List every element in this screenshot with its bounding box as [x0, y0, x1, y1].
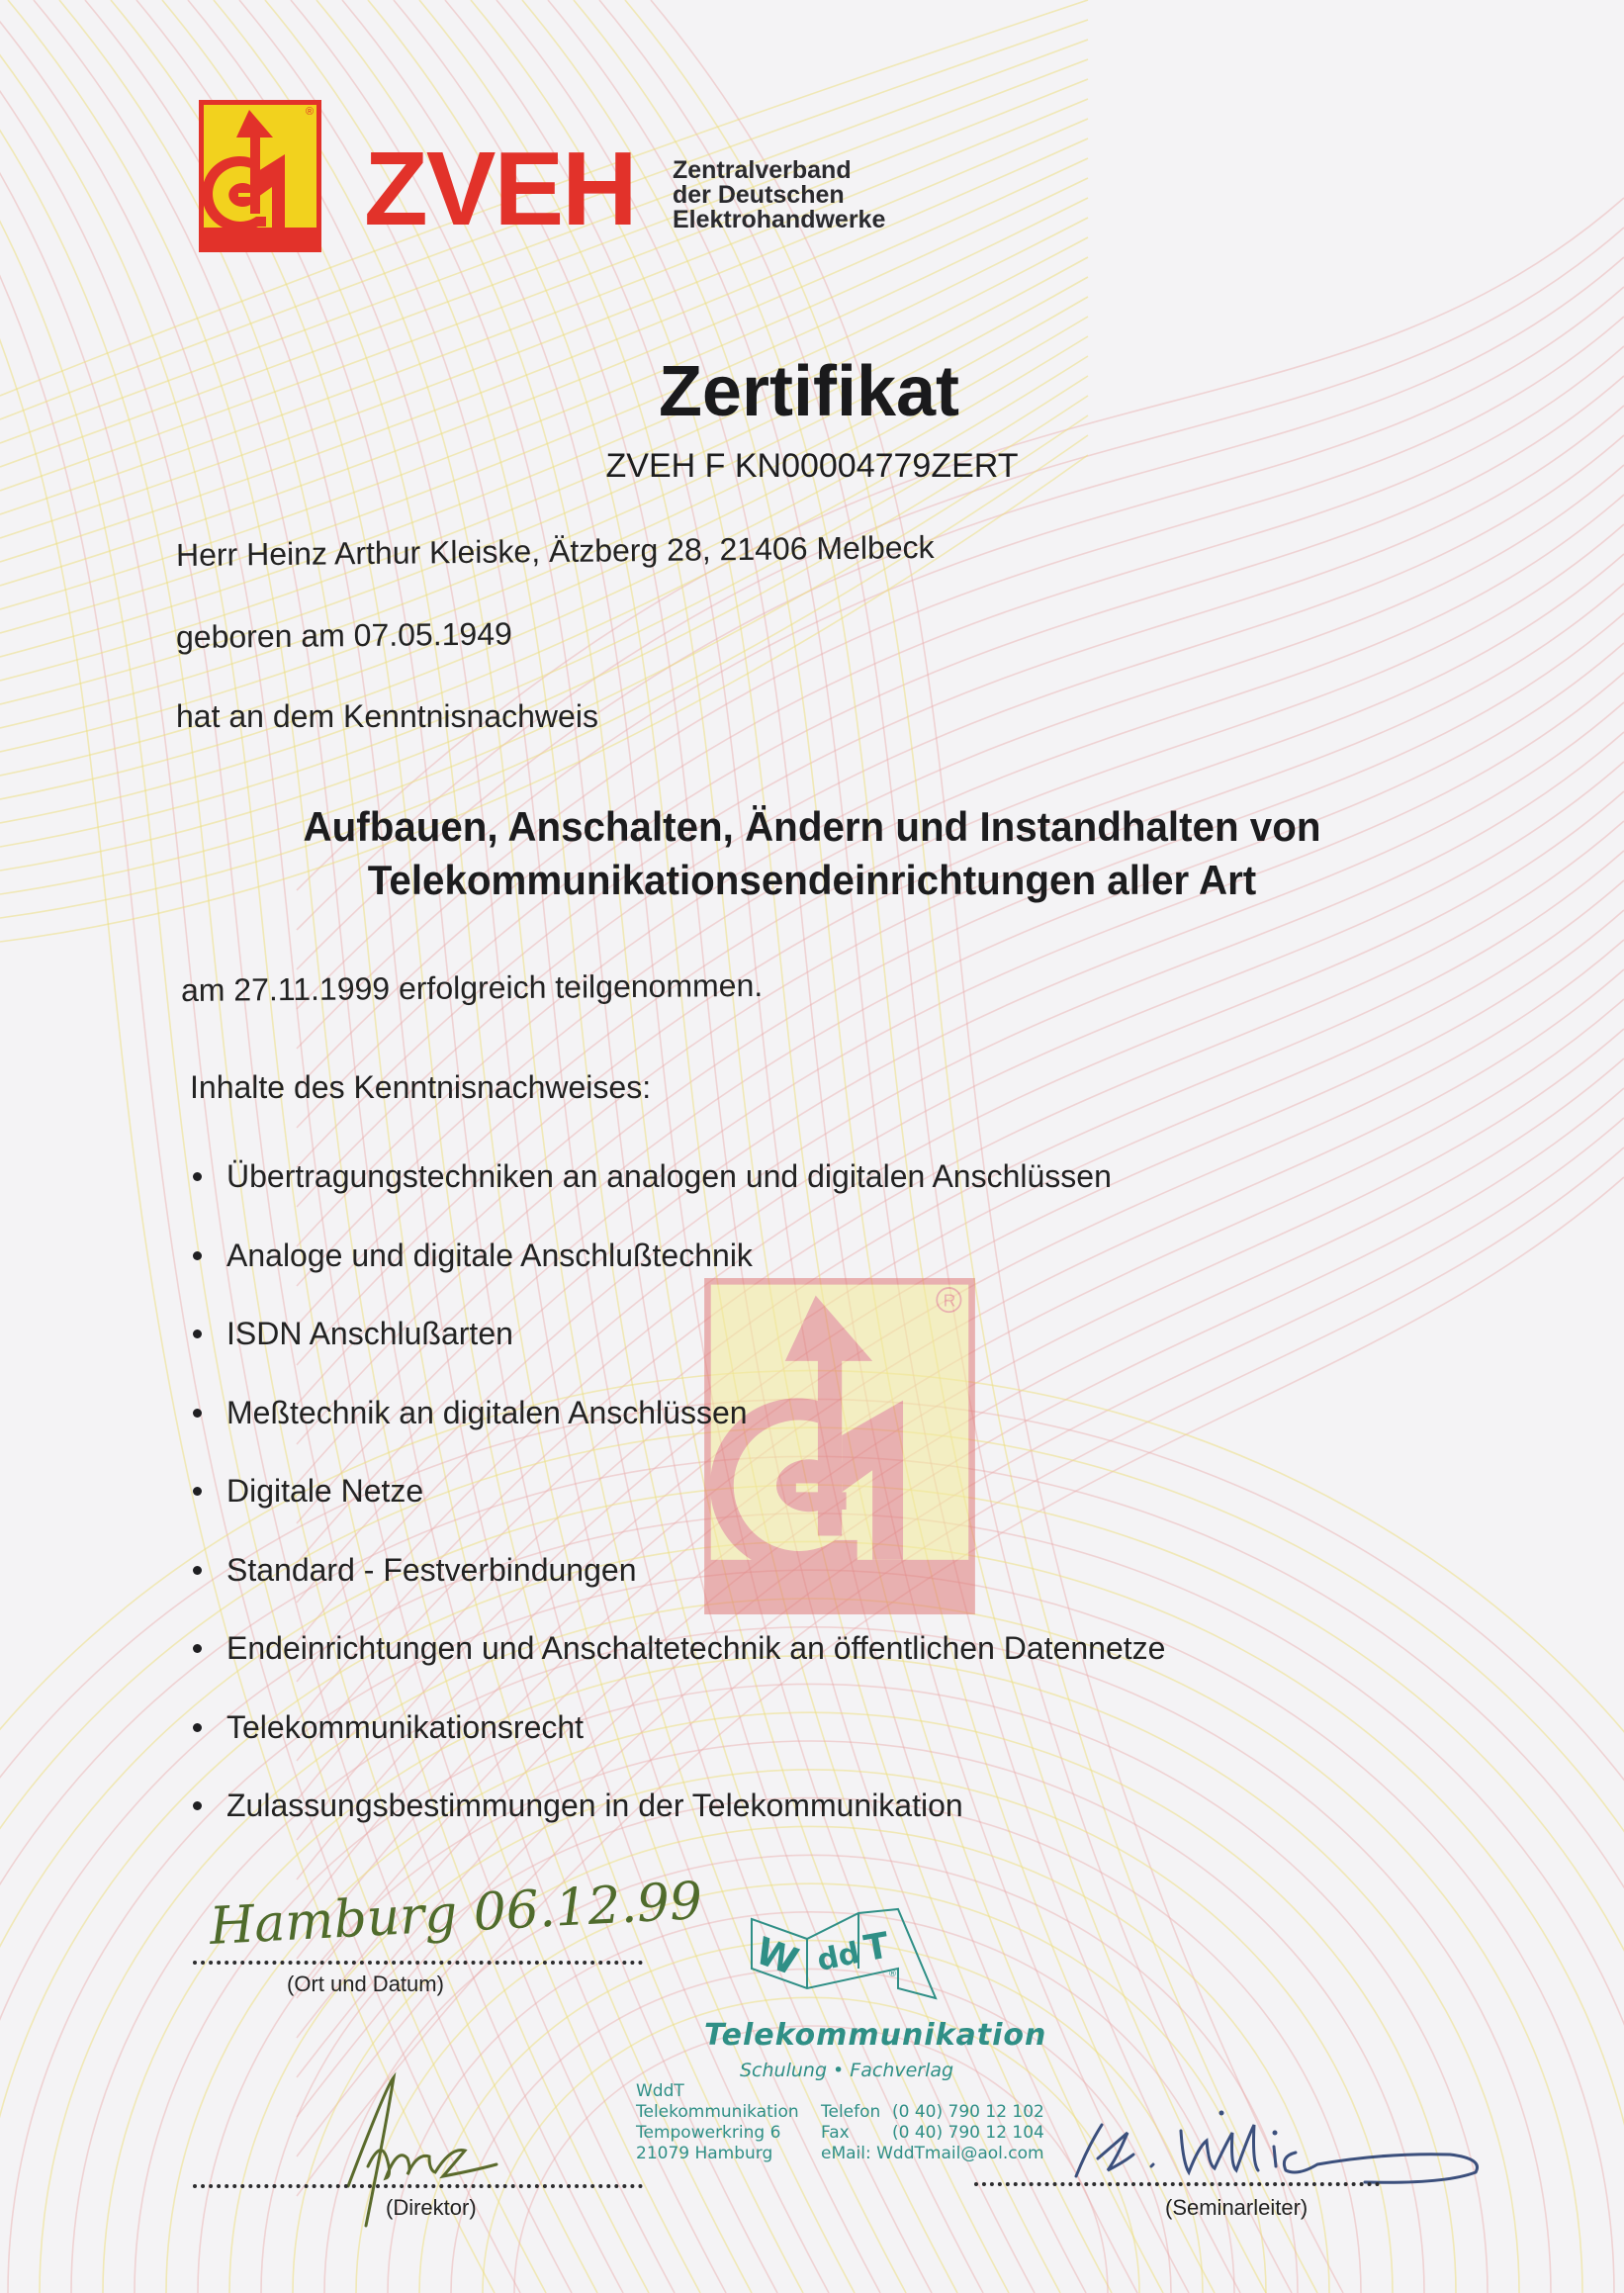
- stamp-name: Telekommunikation: [704, 2018, 1047, 2053]
- bullet-icon: [193, 1330, 202, 1338]
- place-date-line: [193, 1961, 643, 1965]
- intro-line: hat an dem Kenntnisnachweis: [176, 698, 598, 734]
- brand-subtitle-line: Elektrohandwerke: [673, 206, 886, 233]
- list-item: [190, 1452, 1165, 1531]
- contact-value: (0 40) 790 12 104: [892, 2123, 1044, 2143]
- recipient-line: Herr Heinz Arthur Kleiske, Ätzberg 28, 21406 Melbeck: [175, 528, 935, 573]
- stamp-address: [636, 2081, 799, 2164]
- wddt-stamp-logo: [750, 1907, 947, 2016]
- registered-mark: ®: [306, 106, 315, 118]
- course-title-line: Aufbauen, Anschalten, Ändern und Instandhalten von: [303, 803, 1321, 850]
- birth-line: geboren am 07.05.1949: [175, 615, 512, 655]
- guilloche-line: [297, 465, 1624, 1246]
- address-line: Tempowerkring 6: [636, 2123, 781, 2143]
- bullet-icon: [193, 1566, 202, 1575]
- guilloche-line: [0, 277, 1088, 728]
- seminar-leader-label: (Seminarleiter): [1165, 2195, 1308, 2220]
- list-item-text: ISDN Anschlußarten: [226, 1316, 513, 1352]
- list-item: [190, 1767, 1165, 1846]
- contact-label: Telefon: [821, 2102, 881, 2122]
- brand-subtitle-line: Zentralverband: [673, 156, 852, 184]
- list-item-text: Endeinrichtungen und Anschaltetechnik an öffentlichen Datennetze: [226, 1630, 1166, 1667]
- certificate-title: Zertifikat: [658, 352, 960, 431]
- list-item-text: Meßtechnik an digitalen Anschlüssen: [226, 1394, 748, 1430]
- director-label: (Direktor): [386, 2195, 477, 2220]
- guilloche-line: [0, 218, 1088, 657]
- director-line: [193, 2184, 643, 2188]
- contact-fax: [821, 2123, 1044, 2144]
- stamp-registered-mark: ®: [888, 1970, 897, 1979]
- brand-subtitle: [673, 158, 885, 232]
- course-title-line: Telekommunikationsendeinrichtungen aller Art: [367, 857, 1257, 903]
- bullet-icon: [193, 1172, 202, 1181]
- list-item-text: Übertragungstechniken an analogen und digitalen Anschlüssen: [226, 1158, 1112, 1195]
- contact-value: (0 40) 790 12 102: [892, 2102, 1044, 2122]
- svg-text:T: T: [860, 1925, 893, 1971]
- list-item: [190, 1531, 1165, 1610]
- contact-email: [821, 2144, 1044, 2164]
- address-line: 21079 Hamburg: [636, 2144, 773, 2163]
- place-date-label: (Ort und Datum): [287, 1972, 444, 1996]
- list-item-text: Telekommunikationsrecht: [226, 1708, 585, 1745]
- bullet-icon: [193, 1487, 202, 1496]
- address-line: Telekommunikation: [636, 2102, 799, 2122]
- stamp-contact: [821, 2102, 1044, 2164]
- list-item: [190, 1138, 1165, 1217]
- brand-name: ZVEH: [364, 131, 636, 247]
- zveh-logo: [199, 100, 321, 252]
- list-item: [190, 1217, 1165, 1296]
- contents-heading: Inhalte des Kenntnisnachweises:: [190, 1069, 652, 1105]
- address-line: WddT: [636, 2081, 684, 2101]
- list-item: [190, 1295, 1165, 1374]
- list-item: [190, 1374, 1165, 1453]
- brand-subtitle-line: der Deutschen: [673, 181, 845, 209]
- list-item-text: Zulassungsbestimmungen in der Telekommunikation: [226, 1788, 963, 1824]
- bullet-icon: [193, 1409, 202, 1418]
- list-item: [190, 1689, 1165, 1768]
- bullet-icon: [193, 1801, 202, 1810]
- contact-value: WddTmail@aol.com: [876, 2144, 1044, 2163]
- contact-label: eMail:: [821, 2144, 871, 2163]
- bullet-icon: [193, 1644, 202, 1653]
- svg-text:W: W: [750, 1928, 804, 1984]
- certificate-reference: ZVEH F KN00004779ZERT: [605, 447, 1019, 485]
- list-item-text: Digitale Netze: [226, 1473, 424, 1510]
- completion-line: am 27.11.1999 erfolgreich teilgenommen.: [180, 966, 764, 1008]
- guilloche-line: [297, 406, 1624, 1167]
- bullet-icon: [193, 1723, 202, 1732]
- svg-text:dd: dd: [814, 1935, 863, 1979]
- list-item-text: Analoge und digitale Anschlußtechnik: [226, 1237, 753, 1273]
- contact-phone: [821, 2102, 1044, 2123]
- place-date-handwritten: Hamburg 06.12.99: [208, 1871, 704, 1957]
- contact-label: Fax: [821, 2123, 850, 2143]
- seminar-leader-line: [974, 2182, 1380, 2186]
- stamp-tagline: Schulung • Fachverlag: [740, 2060, 954, 2081]
- bullet-icon: [193, 1251, 202, 1260]
- list-item-text: Standard - Festverbindungen: [226, 1551, 637, 1588]
- guilloche-line: [297, 376, 1624, 1128]
- svg-text:R: R: [943, 1290, 956, 1311]
- contents-list: [190, 1138, 1165, 1846]
- list-item: [190, 1609, 1165, 1689]
